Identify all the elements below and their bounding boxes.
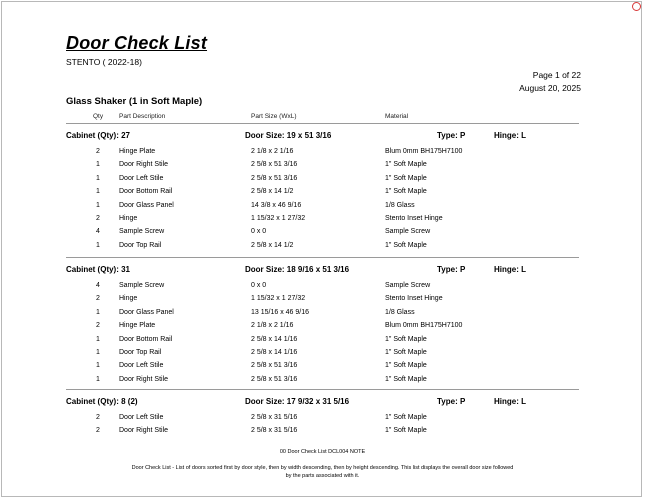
- part-material: 1" Soft Maple: [385, 188, 427, 196]
- part-description: Hinge Plate: [119, 148, 156, 155]
- part-description: Hinge Plate: [119, 322, 156, 330]
- part-size: 14 3/8 x 46 9/16: [251, 201, 302, 209]
- part-size: 2 1/8 x 2 1/16: [251, 322, 294, 330]
- part-qty: 2: [96, 414, 100, 421]
- section-divider: [66, 123, 579, 124]
- part-qty: 4: [96, 228, 100, 236]
- part-description: Door Glass Panel: [119, 308, 174, 316]
- part-description: Door Right Stile: [119, 427, 169, 435]
- part-material: Stento Inset Hinge: [385, 295, 443, 303]
- part-description: Sample Screw: [119, 228, 165, 236]
- door-size: Door Size: 18 9/16 x 51 3/16: [245, 265, 350, 274]
- report-date: August 20, 2025: [519, 83, 581, 93]
- part-material: Stento Inset Hinge: [385, 215, 443, 222]
- part-size: 13 15/16 x 46 9/16: [251, 308, 309, 316]
- part-size: 2 5/8 x 51 3/16: [251, 362, 298, 370]
- part-size: 2 5/8 x 14 1/2: [251, 188, 294, 196]
- part-material: Blum 0mm BH175H7100: [385, 322, 463, 330]
- part-size: 2 5/8 x 51 3/16: [251, 161, 298, 169]
- part-size: 1 15/32 x 1 27/32: [251, 295, 306, 303]
- part-qty: 1: [96, 174, 100, 182]
- hinge-side: Hinge: L: [494, 397, 526, 406]
- part-size: 2 5/8 x 31 5/16: [251, 427, 298, 435]
- part-qty: 4: [96, 282, 100, 289]
- part-material: 1" Soft Maple: [385, 174, 427, 182]
- part-material: Sample Screw: [385, 228, 431, 236]
- report-subtitle: STENTO ( 2022-18): [66, 57, 142, 67]
- door-type: Type: P: [437, 265, 466, 274]
- part-size: 2 5/8 x 51 3/16: [251, 174, 298, 182]
- part-size: 2 5/8 x 14 1/2: [251, 241, 294, 249]
- door-size: Door Size: 17 9/32 x 31 5/16: [245, 397, 350, 406]
- part-description: Door Right Stile: [119, 375, 169, 383]
- cabinet-label: Cabinet (Qty): 27: [66, 131, 131, 140]
- part-qty: 2: [96, 322, 100, 330]
- part-size: 2 5/8 x 31 5/16: [251, 414, 298, 421]
- part-description: Door Bottom Rail: [119, 188, 173, 196]
- part-qty: 2: [96, 148, 100, 155]
- part-material: Sample Screw: [385, 282, 431, 289]
- part-material: 1" Soft Maple: [385, 349, 427, 356]
- part-material: 1" Soft Maple: [385, 414, 427, 421]
- part-description: Door Right Stile: [119, 161, 169, 169]
- part-description: Sample Screw: [119, 282, 165, 289]
- column-header-qty: Qty: [93, 113, 104, 120]
- section-divider: [66, 257, 579, 258]
- part-size: 2 5/8 x 14 1/16: [251, 349, 298, 356]
- part-qty: 1: [96, 241, 100, 249]
- door-type: Type: P: [437, 131, 466, 140]
- hinge-side: Hinge: L: [494, 265, 526, 274]
- part-description: Door Top Rail: [119, 349, 162, 356]
- footer-description: Door Check List - List of doors sorted first by door style, then by width descending, then by height descending. This list displays the overall door size followed by the parts associated with it.: [131, 465, 514, 479]
- part-qty: 1: [96, 349, 100, 356]
- part-description: Door Top Rail: [119, 241, 162, 249]
- page-info: [519, 69, 581, 95]
- page-number: Page 1 of 22: [532, 70, 581, 80]
- part-description: Door Left Stile: [119, 414, 164, 421]
- section-divider: [66, 389, 579, 390]
- part-material: 1" Soft Maple: [385, 427, 427, 435]
- part-size: 2 5/8 x 51 3/16: [251, 375, 298, 383]
- part-description: Hinge: [119, 295, 138, 303]
- hinge-side: Hinge: L: [494, 131, 526, 140]
- column-header-size: Part Size (WxL): [251, 113, 297, 120]
- door-type: Type: P: [437, 397, 466, 406]
- part-material: 1" Soft Maple: [385, 161, 427, 169]
- part-size: 0 x 0: [251, 228, 267, 236]
- report-title: Door Check List: [66, 33, 208, 53]
- part-qty: 1: [96, 335, 100, 343]
- footer-note: 00 Door Check List DCL004 NOTE: [279, 449, 366, 455]
- part-description: Door Bottom Rail: [119, 335, 173, 343]
- part-material: 1" Soft Maple: [385, 335, 427, 343]
- part-qty: 1: [96, 375, 100, 383]
- cabinet-label: Cabinet (Qty): 8 (2): [66, 397, 138, 406]
- part-qty: 2: [96, 215, 100, 222]
- part-description: Door Glass Panel: [119, 201, 174, 209]
- part-qty: 1: [96, 362, 100, 370]
- part-material: Blum 0mm BH175H7100: [385, 148, 463, 155]
- column-header-description: Part Description: [119, 113, 166, 120]
- part-size: 2 1/8 x 2 1/16: [251, 148, 294, 155]
- cabinet-label: Cabinet (Qty): 31: [66, 265, 131, 274]
- part-material: 1/8 Glass: [385, 308, 415, 316]
- part-description: Door Left Stile: [119, 362, 164, 370]
- part-qty: 1: [96, 308, 100, 316]
- part-qty: 1: [96, 201, 100, 209]
- part-material: 1/8 Glass: [385, 201, 415, 209]
- part-size: 0 x 0: [251, 282, 267, 289]
- door-size: Door Size: 19 x 51 3/16: [245, 131, 332, 140]
- part-size: 1 15/32 x 1 27/32: [251, 215, 306, 222]
- part-material: 1" Soft Maple: [385, 241, 427, 249]
- part-material: 1" Soft Maple: [385, 362, 427, 370]
- part-qty: 1: [96, 188, 100, 196]
- part-size: 2 5/8 x 14 1/16: [251, 335, 298, 343]
- column-header-material: Material: [385, 113, 409, 120]
- door-style-heading: Glass Shaker (1 in Soft Maple): [66, 96, 203, 107]
- part-description: Hinge: [119, 215, 138, 222]
- part-qty: 1: [96, 161, 100, 169]
- part-description: Door Left Stile: [119, 174, 164, 182]
- part-material: 1" Soft Maple: [385, 375, 427, 383]
- close-icon[interactable]: [632, 2, 641, 11]
- part-qty: 2: [96, 427, 100, 435]
- part-qty: 2: [96, 295, 100, 303]
